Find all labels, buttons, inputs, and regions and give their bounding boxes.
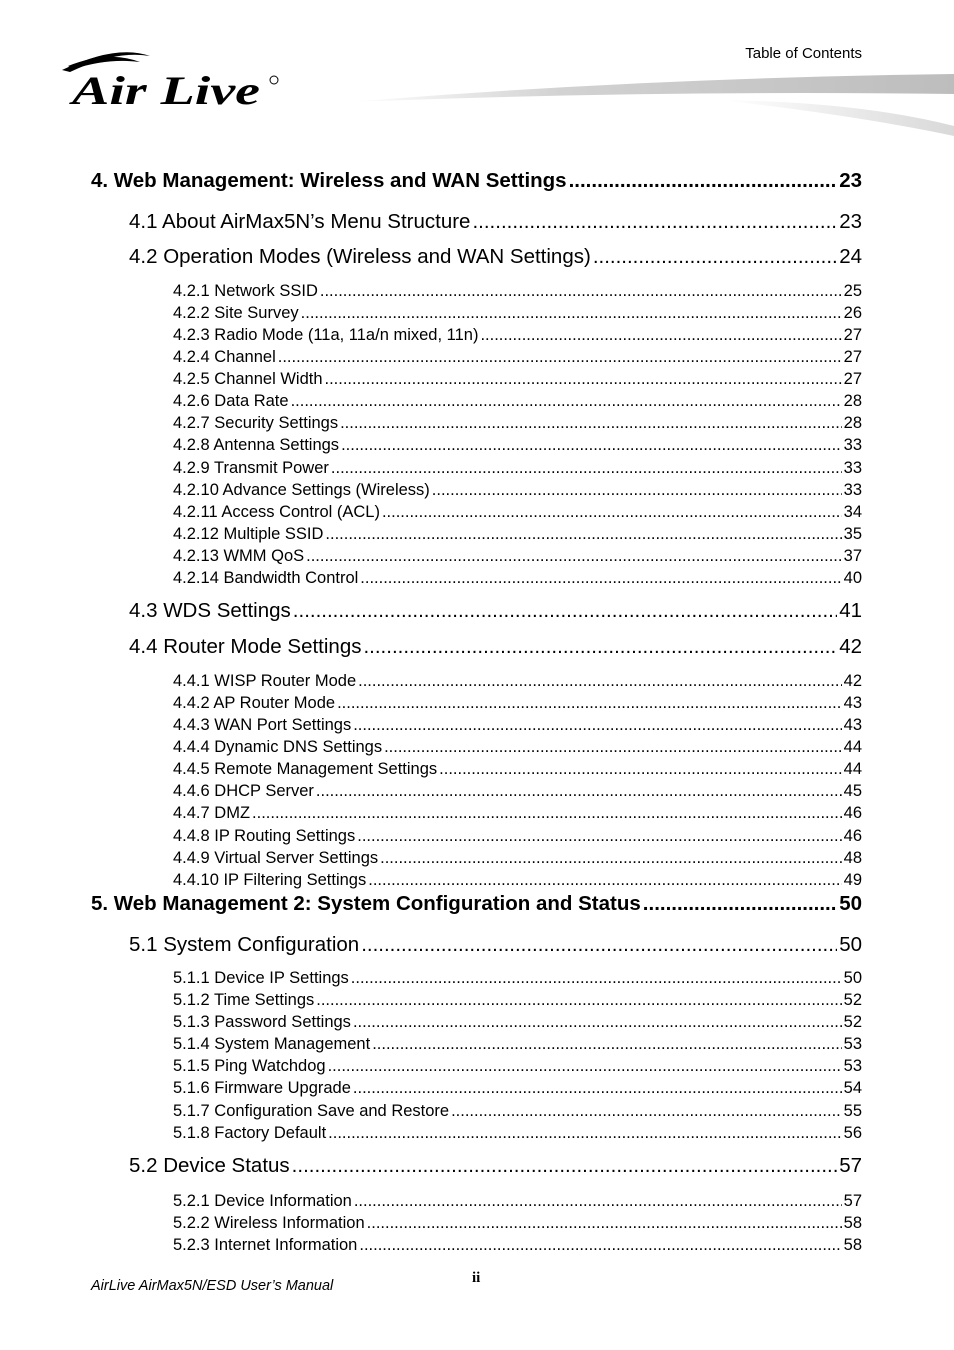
toc-entry-title: 4.2.13 WMM QoS: [173, 547, 305, 565]
toc-entry-level-2[interactable]: [129, 1153, 862, 1179]
toc-entry-page: 37: [843, 547, 862, 565]
toc-entry-page: 46: [843, 804, 862, 822]
toc-entry-page: 28: [843, 392, 862, 410]
toc-entry-page: 40: [843, 569, 862, 587]
toc-entry-title: 5.1.8 Factory Default: [173, 1124, 327, 1142]
toc-entry-level-2[interactable]: [129, 598, 862, 624]
toc-dot-leader: [354, 1190, 842, 1212]
toc-entry-title: 4.2 Operation Modes (Wireless and WAN Settings): [129, 245, 591, 268]
toc-dot-leader: [372, 1033, 841, 1055]
toc-entry-title: 5.1.3 Password Settings: [173, 1013, 351, 1031]
toc-entry-title: 5.1.4 System Management: [173, 1035, 371, 1053]
toc-entry-title: 4.2.2 Site Survey: [173, 304, 299, 322]
toc-entry-level-3[interactable]: [173, 670, 862, 692]
toc-dot-leader: [357, 825, 841, 847]
toc-entry-level-3[interactable]: [173, 736, 862, 758]
toc-dot-leader: [252, 802, 842, 824]
toc-entry-level-3[interactable]: [173, 501, 862, 523]
toc-entry-level-3[interactable]: [173, 567, 862, 589]
toc-entry-title: 4.4 Router Mode Settings: [129, 635, 362, 658]
toc-dot-leader: [278, 346, 842, 368]
toc-entry-page: 46: [843, 827, 862, 845]
toc-dot-leader: [367, 1212, 842, 1234]
airlive-logo: [56, 40, 296, 120]
toc-entry-title: 4.2.9 Transmit Power: [173, 459, 329, 477]
toc-entry-page: 50: [843, 969, 862, 987]
toc-dot-leader: [331, 457, 842, 479]
toc-entry-title: 4.2.1 Network SSID: [173, 282, 318, 300]
toc-entry-level-3[interactable]: [173, 1100, 862, 1122]
logo-text: Air Live: [67, 68, 260, 113]
toc-entry-level-1[interactable]: [91, 891, 862, 917]
toc-dot-leader: [353, 1011, 842, 1033]
toc-entry-page: 26: [843, 304, 862, 322]
toc-entry-title: 4. Web Management: Wireless and WAN Settings: [91, 169, 567, 192]
toc-entry-page: 43: [843, 694, 862, 712]
toc-dot-leader: [291, 390, 842, 412]
toc-entry-level-3[interactable]: [173, 869, 862, 891]
toc-entry-level-3[interactable]: [173, 1122, 862, 1144]
toc-dot-leader: [316, 989, 841, 1011]
toc-entry-page: 35: [843, 525, 862, 543]
toc-entry-page: 55: [843, 1102, 862, 1120]
toc-dot-leader: [472, 209, 837, 235]
toc-dot-leader: [340, 412, 842, 434]
toc-entry-page: 27: [843, 370, 862, 388]
toc-entry-level-3[interactable]: [173, 1055, 862, 1077]
toc-entry-title: 4.2.5 Channel Width: [173, 370, 323, 388]
toc-entry-page: 33: [843, 481, 862, 499]
toc-dot-leader: [306, 545, 842, 567]
toc-entry-page: 56: [843, 1124, 862, 1142]
toc-dot-leader: [353, 1077, 842, 1099]
toc-entry-title: 4.4.6 DHCP Server: [173, 782, 314, 800]
toc-entry-page: 52: [843, 991, 862, 1009]
toc-entry-title: 5.2.1 Device Information: [173, 1192, 352, 1210]
toc-entry-title: 5.1.7 Configuration Save and Restore: [173, 1102, 450, 1120]
toc-entry-title: 5.1.5 Ping Watchdog: [173, 1057, 326, 1075]
toc-dot-leader: [341, 434, 842, 456]
toc-dot-leader: [643, 891, 837, 917]
toc-entry-page: 44: [843, 760, 862, 778]
toc-entry-page: 57: [839, 1154, 862, 1177]
toc-entry-level-3[interactable]: [173, 545, 862, 567]
toc-dot-leader: [353, 714, 841, 736]
toc-dot-leader: [384, 736, 842, 758]
toc-entry-level-3[interactable]: [173, 324, 862, 346]
toc-entry-level-3[interactable]: [173, 847, 862, 869]
toc-dot-leader: [359, 1234, 841, 1256]
toc-entry-level-3[interactable]: [173, 825, 862, 847]
toc-entry-level-2[interactable]: [129, 209, 862, 235]
toc-entry-page: 52: [843, 1013, 862, 1031]
toc-dot-leader: [328, 1055, 842, 1077]
toc-dot-leader: [325, 368, 842, 390]
toc-dot-leader: [382, 501, 842, 523]
toc-entry-page: 44: [843, 738, 862, 756]
toc-dot-leader: [368, 869, 841, 891]
toc-dot-leader: [451, 1100, 842, 1122]
toc-entry-page: 23: [839, 169, 862, 192]
toc-entry-title: 4.4.2 AP Router Mode: [173, 694, 336, 712]
toc-entry-title: 4.4.9 Virtual Server Settings: [173, 849, 379, 867]
toc-entry-level-3[interactable]: [173, 368, 862, 390]
toc-dot-leader: [363, 634, 837, 660]
toc-dot-leader: [351, 967, 842, 989]
toc-dot-leader: [293, 598, 837, 624]
toc-entry-page: 28: [843, 414, 862, 432]
toc-entry-level-3[interactable]: [173, 1234, 862, 1256]
toc-dot-leader: [380, 847, 842, 869]
toc-entry-page: 45: [843, 782, 862, 800]
header-swoosh: [340, 60, 954, 170]
toc-entry-page: 23: [839, 210, 862, 233]
toc-entry-page: 24: [839, 245, 862, 268]
toc-entry-level-3[interactable]: [173, 1011, 862, 1033]
toc-entry-title: 4.4.4 Dynamic DNS Settings: [173, 738, 383, 756]
toc-entry-level-3[interactable]: [173, 390, 862, 412]
toc-entry-level-3[interactable]: [173, 967, 862, 989]
toc-dot-leader: [361, 932, 837, 958]
toc-dot-leader: [301, 302, 842, 324]
toc-entry-title: 4.2.7 Security Settings: [173, 414, 339, 432]
toc-entry-page: 50: [839, 933, 862, 956]
toc-entry-level-3[interactable]: [173, 780, 862, 802]
toc-entry-page: 27: [843, 348, 862, 366]
toc-entry-level-3[interactable]: [173, 1212, 862, 1234]
toc-entry-title: 4.4.5 Remote Management Settings: [173, 760, 438, 778]
toc-entry-level-3[interactable]: [173, 302, 862, 324]
toc-entry-level-3[interactable]: [173, 758, 862, 780]
toc-entry-title: 4.4.3 WAN Port Settings: [173, 716, 352, 734]
toc-dot-leader: [360, 567, 841, 589]
toc-entry-title: 4.4.1 WISP Router Mode: [173, 672, 357, 690]
toc-entry-level-1[interactable]: [91, 168, 862, 194]
toc-entry-level-3[interactable]: [173, 434, 862, 456]
toc-entry-page: 43: [843, 716, 862, 734]
toc-entry-level-3[interactable]: [173, 1077, 862, 1099]
toc-entry-level-2[interactable]: [129, 634, 862, 660]
toc-entry-title: 4.4.7 DMZ: [173, 804, 251, 822]
toc-entry-page: 25: [843, 282, 862, 300]
toc-dot-leader: [569, 168, 838, 194]
toc-entry-title: 5.1.2 Time Settings: [173, 991, 315, 1009]
toc-entry-title: 4.2.4 Channel: [173, 348, 276, 366]
toc-entry-title: 5.2 Device Status: [129, 1154, 290, 1177]
toc-entry-level-3[interactable]: [173, 523, 862, 545]
toc-dot-leader: [292, 1153, 838, 1179]
toc-entry-title: 4.2.8 Antenna Settings: [173, 436, 340, 454]
toc-dot-leader: [432, 479, 842, 501]
toc-entry-page: 54: [843, 1079, 862, 1097]
toc-dot-leader: [439, 758, 841, 780]
footer-page-number: ii: [472, 1270, 481, 1286]
toc-entry-title: 4.2.12 Multiple SSID: [173, 525, 324, 543]
toc-entry-page: 49: [843, 871, 862, 889]
toc-dot-leader: [337, 692, 842, 714]
toc-entry-level-3[interactable]: [173, 714, 862, 736]
toc-entry-level-3[interactable]: [173, 802, 862, 824]
toc-entry-title: 5.2.3 Internet Information: [173, 1236, 358, 1254]
toc-entry-level-3[interactable]: [173, 989, 862, 1011]
toc-entry-title: 4.2.3 Radio Mode (11a, 11a/n mixed, 11n): [173, 326, 479, 344]
toc-entry-page: 53: [843, 1035, 862, 1053]
toc-dot-leader: [328, 1122, 841, 1144]
toc-entry-title: 4.2.6 Data Rate: [173, 392, 289, 410]
toc-entry-title: 5. Web Management 2: System Configuration and Status: [91, 892, 641, 915]
toc-entry-level-3[interactable]: [173, 1190, 862, 1212]
toc-entry-title: 4.3 WDS Settings: [129, 599, 291, 622]
toc-entry-page: 41: [839, 599, 862, 622]
toc-entry-title: 4.2.10 Advance Settings (Wireless): [173, 481, 430, 499]
toc-dot-leader: [316, 780, 842, 802]
toc-dot-leader: [480, 324, 841, 346]
toc-entry-page: 33: [843, 459, 862, 477]
toc-entry-title: 4.1 About AirMax5N’s Menu Structure: [129, 210, 471, 233]
toc-entry-page: 58: [843, 1236, 862, 1254]
toc-entry-page: 48: [843, 849, 862, 867]
toc-entry-title: 4.4.8 IP Routing Settings: [173, 827, 356, 845]
toc-entry-page: 50: [839, 892, 862, 915]
toc-entry-level-3[interactable]: [173, 412, 862, 434]
toc-dot-leader: [320, 280, 842, 302]
toc-entry-page: 33: [843, 436, 862, 454]
footer-manual-title: AirLive AirMax5N/ESD User’s Manual: [91, 1278, 334, 1294]
toc-entry-page: 34: [843, 503, 862, 521]
toc-entry-page: 58: [843, 1214, 862, 1232]
toc-entry-level-3[interactable]: [173, 1033, 862, 1055]
toc-dot-leader: [593, 244, 837, 270]
toc-entry-title: 4.2.11 Access Control (ACL): [173, 503, 380, 521]
toc-entry-page: 57: [843, 1192, 862, 1210]
toc-entry-title: 5.2.2 Wireless Information: [173, 1214, 365, 1232]
toc-dot-leader: [358, 670, 842, 692]
toc-entry-page: 27: [843, 326, 862, 344]
toc-entry-level-3[interactable]: [173, 457, 862, 479]
toc-entry-level-2[interactable]: [129, 244, 862, 270]
toc-entry-level-3[interactable]: [173, 479, 862, 501]
toc-dot-leader: [325, 523, 841, 545]
toc-entry-title: 5.1.1 Device IP Settings: [173, 969, 349, 987]
toc-entry-level-3[interactable]: [173, 692, 862, 714]
registered-mark: [270, 76, 278, 84]
toc-entry-title: 4.2.14 Bandwidth Control: [173, 569, 359, 587]
toc-entry-level-2[interactable]: [129, 932, 862, 958]
toc-entry-level-3[interactable]: [173, 280, 862, 302]
toc-entry-page: 53: [843, 1057, 862, 1075]
toc-entry-title: 4.4.10 IP Filtering Settings: [173, 871, 367, 889]
toc-entry-level-3[interactable]: [173, 346, 862, 368]
toc-entry-title: 5.1 System Configuration: [129, 933, 360, 956]
toc-entry-title: 5.1.6 Firmware Upgrade: [173, 1079, 351, 1097]
header-section-label: Table of Contents: [745, 45, 862, 62]
toc-entry-page: 42: [839, 635, 862, 658]
toc-entry-page: 42: [843, 672, 862, 690]
